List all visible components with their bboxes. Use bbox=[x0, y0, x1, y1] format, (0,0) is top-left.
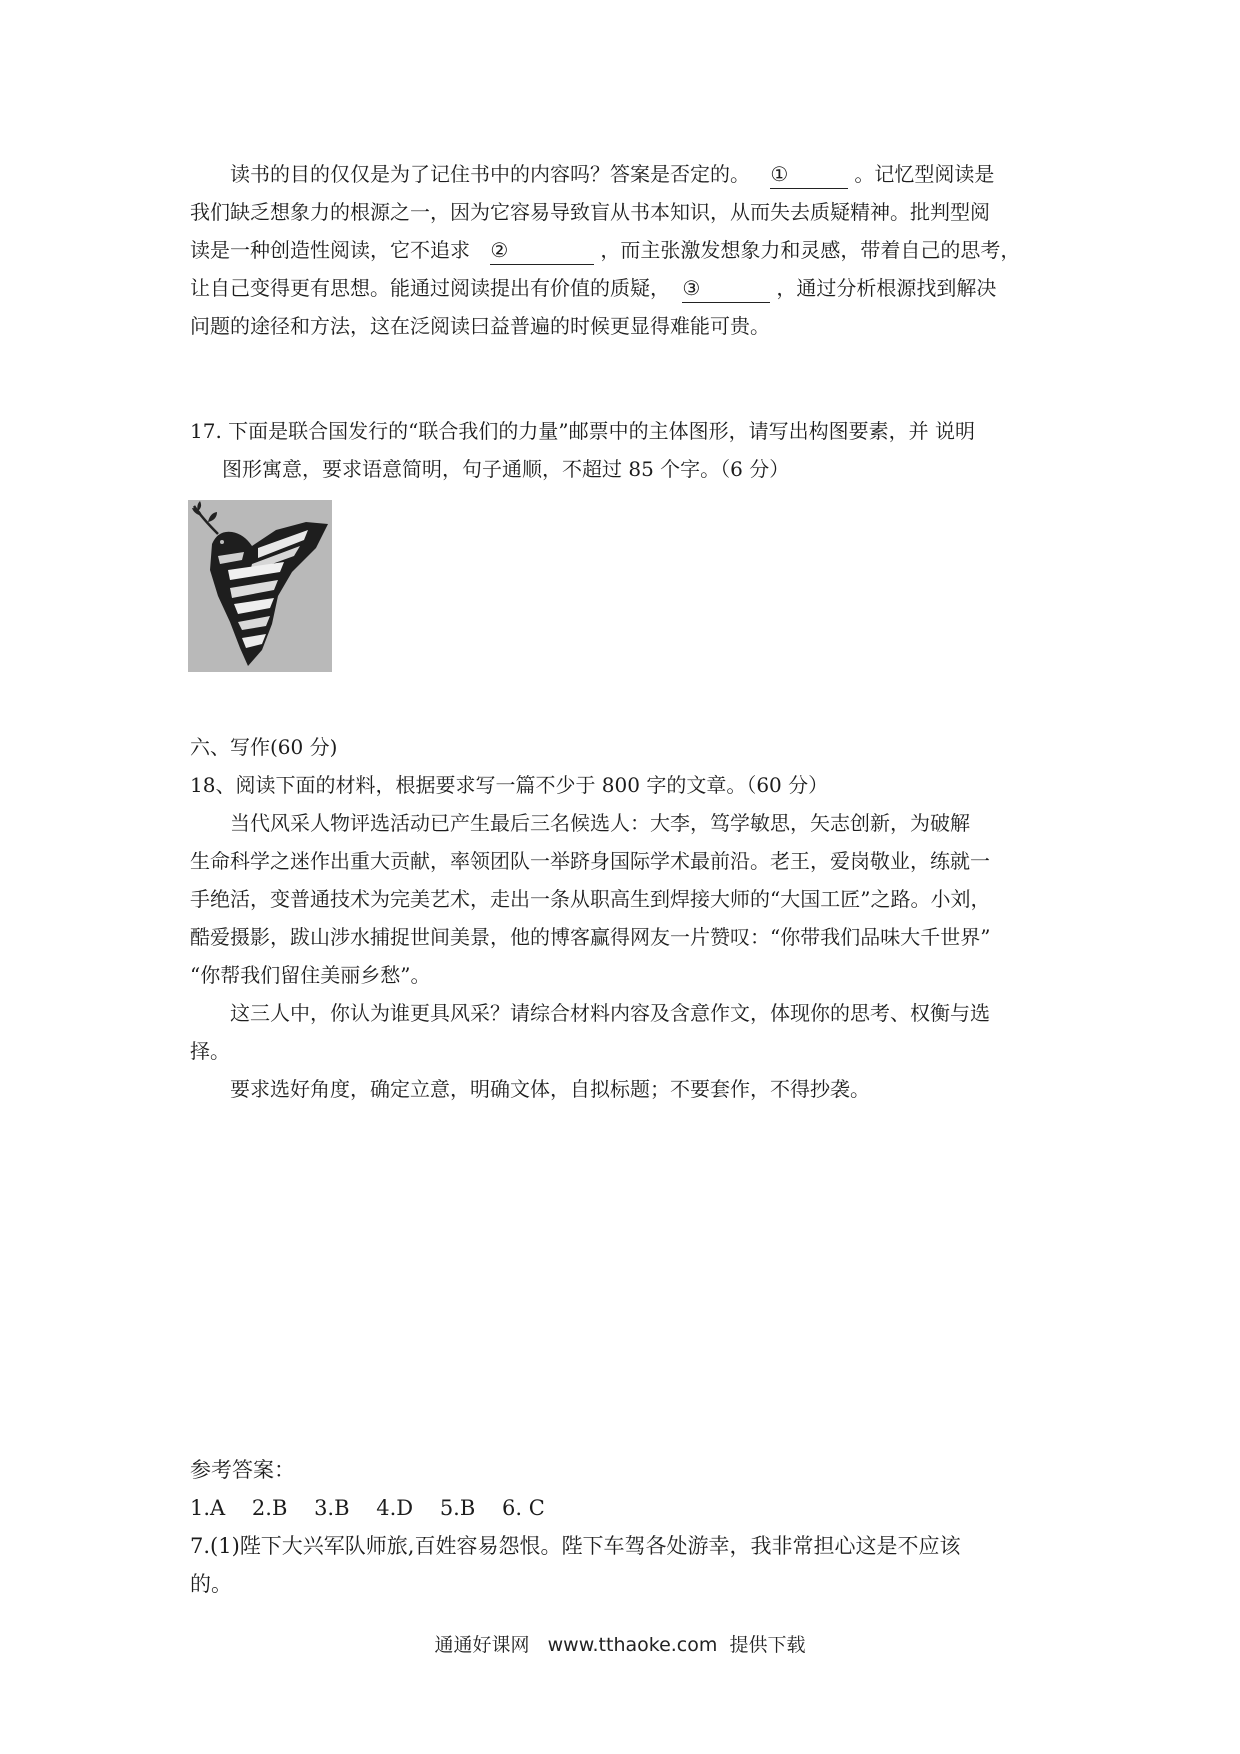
answer-title: 参考答案： bbox=[190, 1458, 295, 1482]
requirement-line: 要求选好角度，确定立意，明确文体，自拟标题；不要套作，不得抄袭。 bbox=[230, 1077, 870, 1101]
passage-line: 问题的途径和方法，这在泛阅读曰益普遍的时候更显得难能可贵。 bbox=[190, 314, 770, 338]
prompt-line: 这三人中，你认为谁更具风采？请综合材料内容及含意作文，体现你的思考、权衡与选 bbox=[230, 1001, 990, 1025]
material-line: 手绝活，变普通技术为完美艺术，走出一条从职高生到焊接大师的“大国工匠”之路。小刘， bbox=[190, 887, 991, 911]
material-line: 酷爱摄影，跋山涉水捕捉世间美景，他的博客赢得网友一片赞叹：“你带我们品味大千世界” bbox=[190, 925, 991, 949]
question-line: 17. 下面是联合国发行的“联合我们的力量”邮票中的主体图形，请写出构图要素，并 说明 bbox=[190, 419, 975, 443]
passage-text: 读书的目的仅仅是为了记住书中的内容吗？答案是否定的。 bbox=[230, 162, 750, 186]
writing-section bbox=[190, 728, 1060, 1108]
material-line: 当代风采人物评选活动已产生最后三名候选人：大李，笃学敏思，矢志创新，为破解 bbox=[230, 811, 970, 835]
prompt-line: 择。 bbox=[190, 1039, 230, 1063]
fill-blank-3: ③ bbox=[682, 274, 770, 303]
fill-blank-2: ② bbox=[490, 236, 594, 265]
material-line: “你帮我们留住美丽乡愁”。 bbox=[190, 963, 431, 987]
passage-line bbox=[190, 155, 1060, 193]
question-17 bbox=[190, 412, 1060, 488]
reading-passage bbox=[190, 155, 1060, 345]
answer-7-line: 的。 bbox=[190, 1572, 232, 1596]
passage-line: 让自己变得更有思想。能通过阅读提出有价值的质疑， ③ ，通过分析根源找到解决 bbox=[190, 269, 1060, 307]
answer-7-line: 7.(1)陛下大兴军队师旅,百姓容易怨恨。陛下车驾各处游幸，我非常担心这是不应该 bbox=[190, 1534, 961, 1558]
question-line: 图形寓意，要求语意简明，句子通顺，不超过 85 个字。（6 分） bbox=[222, 457, 790, 481]
passage-line: 我们缺乏想象力的根源之一，因为它容易导致盲从书本知识，从而失去质疑精神。批判型阅 bbox=[190, 200, 990, 224]
footer-watermark: 通通好课网 www.tthaoke.com 提供下载 bbox=[434, 1634, 806, 1656]
dove-stamp-image bbox=[188, 500, 332, 672]
passage-line: 读是一种创造性阅读，它不追求 ② ，而主张激发想象力和灵感，带着自己的思考， bbox=[190, 231, 1060, 269]
question-18: 18、阅读下面的材料，根据要求写一篇不少于 800 字的文章。（60 分） bbox=[190, 773, 829, 797]
material-line: 生命科学之迷作出重大贡献，率领团队一举跻身国际学术最前沿。老王，爱岗敬业，练就一 bbox=[190, 849, 990, 873]
answer-key bbox=[190, 1450, 1060, 1602]
section-heading: 六、写作(60 分) bbox=[190, 735, 338, 759]
choice-answers: 1.A 2.B 3.B 4.D 5.B 6. C bbox=[190, 1496, 545, 1520]
passage-text: 。记忆型阅读是 bbox=[854, 162, 995, 186]
fill-blank-1: ① bbox=[770, 160, 848, 189]
